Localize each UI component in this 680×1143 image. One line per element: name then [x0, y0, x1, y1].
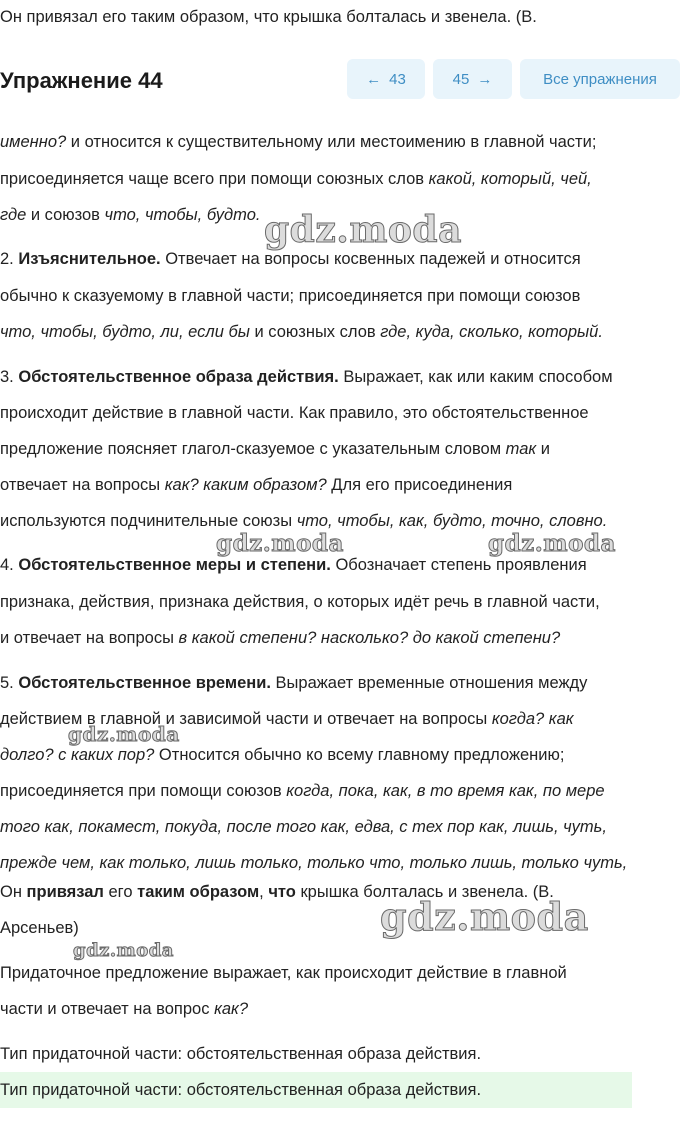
p3-line2: происходит действие в главной части. Как правило, это обстоятельственное	[0, 404, 589, 422]
p3-line5: используются подчинительные союзы что, чтобы, как, будто, точно, словно.	[0, 512, 608, 530]
p2-line3: что, чтобы, будто, ли, если бы и союзных слов где, куда, сколько, который.	[0, 323, 603, 341]
p4-line3: и отвечает на вопросы в какой степени? насколько? до какой степени?	[0, 629, 561, 647]
explain-line1: Придаточное предложение выражает, как происходит действие в главной	[0, 964, 567, 982]
p4-line1: 4. Обстоятельственное меры и степени. Обозначает степень проявления	[0, 556, 587, 574]
p3-line4: отвечает на вопросы как? каким образом? Для его присоединения	[0, 476, 513, 494]
exercise-header	[0, 56, 680, 104]
answer-highlighted-line: Тип придаточной части: обстоятельственная образа действия.	[0, 1081, 482, 1099]
all-exercises-label: Все упражнения	[543, 70, 657, 88]
arrow-right-icon: →	[477, 70, 493, 88]
prev-exercise-button[interactable]	[347, 59, 425, 99]
p5-line2: действием в главной и зависимой части и отвечает на вопросы когда? как	[0, 710, 574, 728]
watermark-logo: gdz.moda	[264, 209, 462, 251]
p5-line3: долго? с каких пор? Относится обычно ко всему главному предложению;	[0, 746, 565, 764]
p5-line5: того как, покамест, покуда, после того как, едва, с тех пор как, лишь, чуть,	[0, 818, 607, 836]
p4-line2: признака, действия, признака действия, о которых идёт речь в главной части,	[0, 593, 600, 611]
page-title: Упражнение 44	[0, 68, 163, 93]
p1-line1: именно? и относится к существительному или местоимению в главной части;	[0, 133, 597, 151]
p2-line1: 2. Изъяснительное. Отвечает на вопросы косвенных падежей и относится	[0, 250, 581, 268]
explain-line2: части и отвечает на вопрос как?	[0, 1000, 248, 1018]
p3-line3: предложение поясняет глагол-сказуемое с указательным словом так и	[0, 440, 550, 458]
watermark-logo: gdz.moda	[488, 530, 616, 557]
arrow-left-icon: ←	[366, 70, 382, 88]
top-text: Он привязал его таким образом, что крышка болталась и звенела. (В.	[0, 8, 537, 26]
sentence-line2: Арсеньев)	[0, 919, 79, 937]
p5-line6: прежде чем, как только, лишь только, только что, только лишь, только чуть,	[0, 854, 628, 872]
p3-line1: 3. Обстоятельственное образа действия. Выражает, как или каким способом	[0, 368, 613, 386]
all-exercises-button[interactable]	[520, 59, 680, 99]
answer-line: Тип придаточной части: обстоятельственная образа действия.	[0, 1045, 482, 1063]
next-exercise-label: 45	[452, 70, 470, 88]
p2-line2: обычно к сказуемому в главной части; присоединяется при помощи союзов	[0, 287, 581, 305]
next-exercise-button[interactable]	[433, 59, 512, 99]
p1-line2: присоединяется чаще всего при помощи союзных слов какой, который, чей,	[0, 170, 592, 188]
p5-line1: 5. Обстоятельственное времени. Выражает временные отношения между	[0, 674, 588, 692]
p5-line4: присоединяется при помощи союзов когда, пока, как, в то время как, по мере	[0, 782, 605, 800]
prev-exercise-label: 43	[389, 70, 406, 88]
watermark-logo: gdz.moda	[216, 530, 344, 557]
p1-line3: где и союзов что, чтобы, будто.	[0, 206, 261, 224]
watermark-logo: gdz.moda	[73, 940, 174, 961]
watermark-logo: gdz.moda	[68, 722, 180, 746]
watermark-logo: gdz.moda	[380, 894, 589, 939]
sentence-line1: Он привязал его таким образом, что крышка болталась и звенела. (В.	[0, 883, 554, 901]
